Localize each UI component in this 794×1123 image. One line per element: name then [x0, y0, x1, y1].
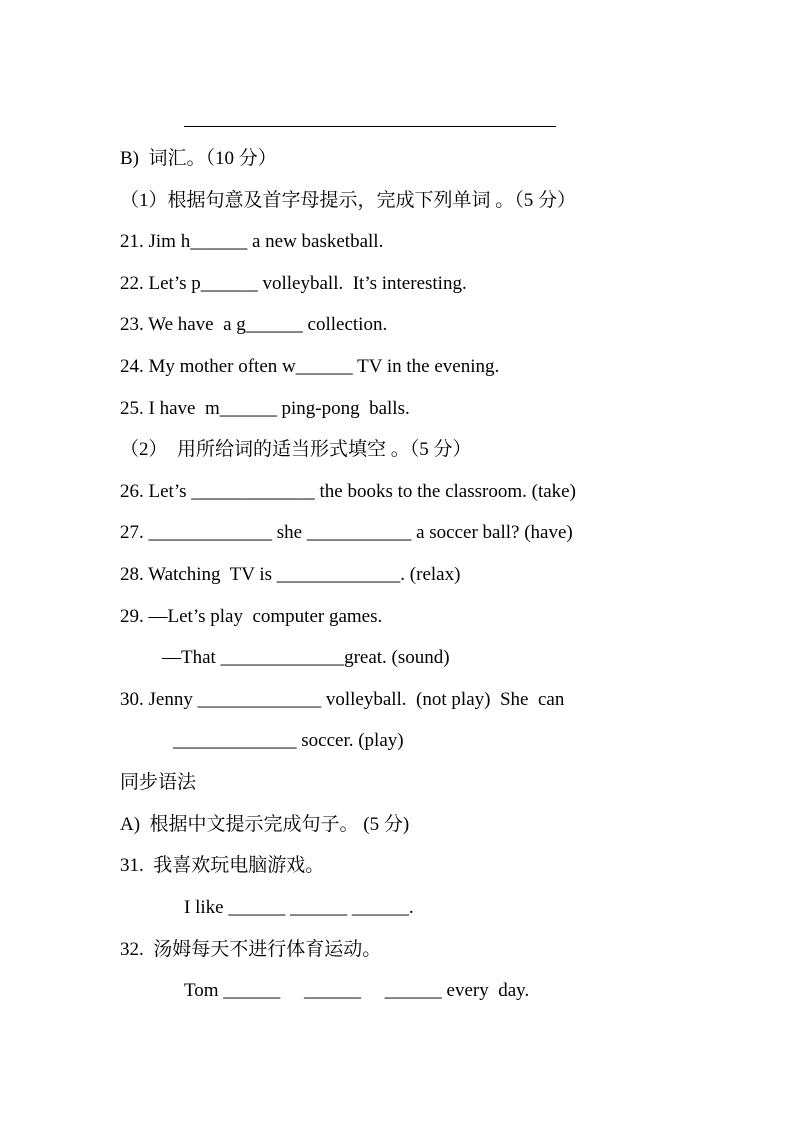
question-32: 32. 汤姆每天不进行体育运动。: [120, 939, 382, 960]
part-1-instruction: （1）根据句意及首字母提示，完成下列单词 。（5 分）: [120, 190, 577, 211]
section-b-heading: B) 词汇。（10 分）: [120, 148, 277, 169]
section-a-heading: A) 根据中文提示完成句子。 (5 分): [120, 814, 410, 835]
question-31: 31. 我喜欢玩电脑游戏。: [120, 855, 325, 876]
question-27: 27. _____________ she ___________ a soccer ball? (have): [120, 522, 573, 543]
question-21: 21. Jim h______ a new basketball.: [120, 231, 384, 252]
question-30: 30. Jenny _____________ volleyball. (not play) She can: [120, 689, 565, 710]
question-26: 26. Let’s _____________ the books to the classroom. (take): [120, 481, 576, 502]
question-29-reply: —That _____________great. (sound): [162, 647, 450, 668]
part-2-instruction: （2） 用所给词的适当形式填空 。（5 分）: [120, 439, 472, 460]
question-23: 23. We have a g______ collection.: [120, 314, 388, 335]
question-25: 25. I have m______ ping-pong balls.: [120, 398, 410, 419]
question-32-answer: Tom ______ ______ ______ every day.: [184, 980, 530, 1001]
question-30-continued: _____________ soccer. (play): [173, 730, 404, 751]
grammar-section-heading: 同步语法: [120, 772, 197, 793]
question-24: 24. My mother often w______ TV in the evening.: [120, 356, 500, 377]
question-29: 29. —Let’s play computer games.: [120, 606, 383, 627]
question-28: 28. Watching TV is _____________. (relax): [120, 564, 461, 585]
question-31-answer: I like ______ ______ ______.: [184, 897, 414, 918]
answer-line-top: [184, 126, 556, 127]
question-22: 22. Let’s p______ volleyball. It’s interesting.: [120, 273, 467, 294]
